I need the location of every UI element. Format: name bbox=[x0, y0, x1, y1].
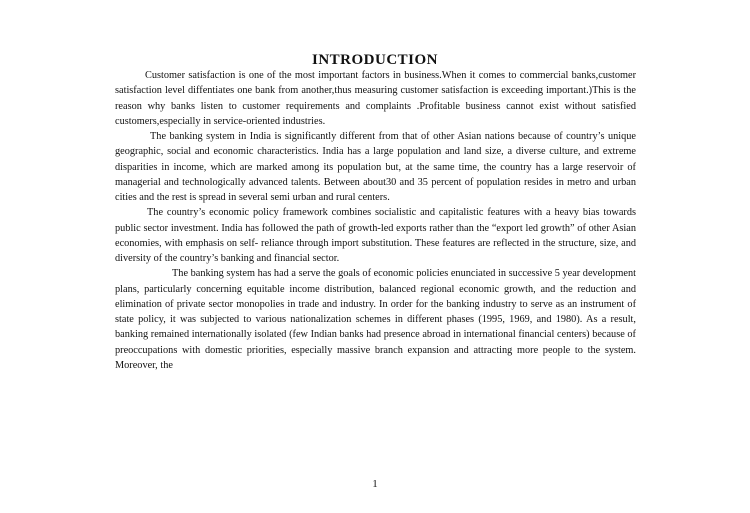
page-number: 1 bbox=[372, 478, 378, 490]
paragraph-customer-satisfaction: Customer satisfaction is one of the most important factors in business.When it comes to commercial banks,customer satisfaction level diffentiates one bank from another,thus measuring customer satisfaction is exceeding important.)This is the reason why banks listen to customer requirements and complaints .Profitable business cannot exist without satisfied customers,especially in service-oriented industries. bbox=[115, 70, 636, 127]
paragraph-economic-policy: The country’s economic policy framework combines socialistic and capitalistic features with a heavy bias towards public sector investment. India has followed the path of growth-led exports rather than the “export led growth” of other Asian economies, with emphasis on self- reliance through import substitution. These features are reflected in the structure, size, and diversity of the country’s banking and financial sector. bbox=[115, 207, 636, 264]
paragraph-banking-goals: The banking system has had a serve the goals of economic policies enunciated in successive 5 year development plans, particularly concerning equitable income distribution, balanced regional economic growth, and the reduction and elimination of private sector monopolies in trade and industry. In order for the banking industry to serve as an instrument of state policy, it was subjected to various nationalization schemes in different phases (1995, 1969, and 1980). As a result, banking remained internationally isolated (few Indian banks had presence abroad in international financial centers) because of preoccupations with domestic priorities, especially massive branch expansion and attracting more people to the system. Moreover, the bbox=[115, 268, 636, 371]
body-text bbox=[115, 68, 636, 373]
paragraph-banking-system-india: The banking system in India is significantly different from that of other Asian nations because of country’s unique geographic, social and economic characteristics. India has a large population and land size, a diverse culture, and extreme disparities in income, which are marked among its population but, at the same time, the country has a large reservoir of managerial and technologically advanced talents. Between about30 and 35 percent of population resides in metro and urban cities and the rest is spread in several semi urban and rural centers. bbox=[115, 131, 636, 203]
page-title: INTRODUCTION bbox=[311, 52, 438, 68]
